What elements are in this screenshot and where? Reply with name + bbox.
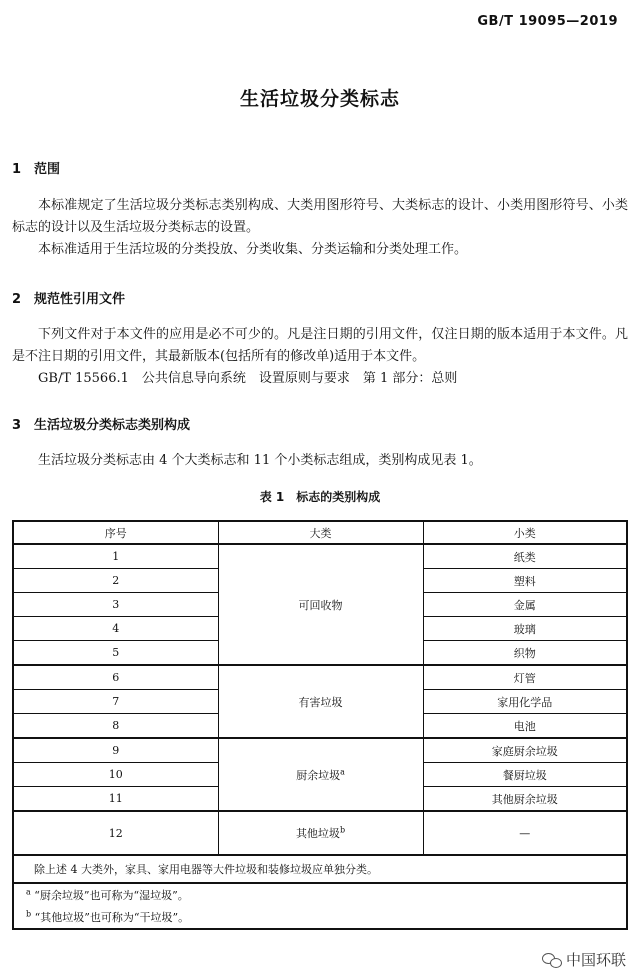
subcategory-cell: 玻璃 bbox=[423, 617, 627, 641]
header-no: 序号 bbox=[13, 521, 218, 544]
subcategory-cell: — bbox=[423, 811, 627, 855]
table-note-row bbox=[13, 855, 627, 883]
footnote-text: “厨余垃圾”也可称为“湿垃圾”。 bbox=[34, 889, 189, 902]
subcategory-cell: 纸类 bbox=[423, 544, 627, 569]
row-number: 11 bbox=[13, 787, 218, 812]
row-number: 8 bbox=[13, 714, 218, 739]
normative-reference: GB/T 15566.1 公共信息导向系统 设置原则与要求 第 1 部分：总则 bbox=[38, 371, 458, 386]
category-cell bbox=[218, 811, 423, 855]
section-1-paragraph-2: 本标准适用于生活垃圾的分类投放、分类收集、分类运输和分类处理工作。 bbox=[38, 242, 468, 257]
header-subcategory: 小类 bbox=[423, 521, 627, 544]
subcategory-cell: 餐厨垃圾 bbox=[423, 763, 627, 787]
subcategory-cell: 电池 bbox=[423, 714, 627, 739]
section-title: 规范性引用文件 bbox=[34, 292, 126, 307]
section-number: 3 bbox=[12, 418, 22, 433]
section-2-paragraph-1: 下列文件对于本文件的应用是必不可少的。凡是注日期的引用文件，仅注日期的版本适用于本文件。凡是不注日期的引用文件，其最新版本(包括所有的修改单)适用于本文件。 bbox=[12, 327, 628, 364]
footnote-text: “其他垃圾”也可称为“干垃圾”。 bbox=[34, 911, 190, 924]
category-cell bbox=[218, 738, 423, 811]
table-row bbox=[13, 811, 627, 855]
table-note: 除上述 4 大类外，家具、家用电器等大件垃圾和装修垃圾应单独分类。 bbox=[13, 855, 627, 883]
subcategory-cell: 家用化学品 bbox=[423, 690, 627, 714]
row-number: 7 bbox=[13, 690, 218, 714]
subcategory-cell: 其他厨余垃圾 bbox=[423, 787, 627, 812]
subcategory-cell: 家庭厨余垃圾 bbox=[423, 738, 627, 763]
section-number: 1 bbox=[12, 162, 22, 177]
table-row bbox=[13, 544, 627, 569]
section-number: 2 bbox=[12, 292, 22, 307]
wechat-icon bbox=[542, 952, 562, 968]
footnote-b bbox=[13, 906, 627, 929]
row-number: 10 bbox=[13, 763, 218, 787]
subcategory-cell: 塑料 bbox=[423, 569, 627, 593]
section-2-heading bbox=[12, 288, 125, 307]
row-number: 4 bbox=[13, 617, 218, 641]
footnote-mark: b bbox=[26, 909, 32, 919]
document-title: 生活垃圾分类标志 bbox=[239, 88, 400, 110]
section-1-heading bbox=[12, 158, 60, 177]
footnote-mark: a bbox=[340, 766, 345, 776]
row-number: 12 bbox=[13, 811, 218, 855]
section-3-paragraph-1: 生活垃圾分类标志由 4 个大类标志和 11 个小类标志组成，类别构成见表 1。 bbox=[38, 453, 482, 468]
category-label: 其他垃圾 bbox=[295, 827, 340, 840]
section-title: 生活垃圾分类标志类别构成 bbox=[34, 418, 191, 433]
subcategory-cell: 灯管 bbox=[423, 665, 627, 690]
category-table bbox=[12, 520, 628, 930]
watermark-text: 中国环联 bbox=[565, 951, 626, 969]
table-row bbox=[13, 665, 627, 690]
subcategory-cell: 金属 bbox=[423, 593, 627, 617]
category-cell: 可回收物 bbox=[218, 544, 423, 665]
standard-code: GB/T 19095—2019 bbox=[477, 14, 618, 29]
footnote-mark: b bbox=[339, 825, 346, 835]
subcategory-cell: 织物 bbox=[423, 641, 627, 666]
footnote-a bbox=[13, 883, 627, 906]
footnote-row bbox=[13, 883, 627, 906]
category-label: 厨余垃圾 bbox=[296, 768, 341, 782]
section-3-heading bbox=[12, 414, 190, 433]
row-number: 9 bbox=[13, 738, 218, 763]
row-number: 5 bbox=[13, 641, 218, 666]
table-caption: 表 1 标志的类别构成 bbox=[259, 490, 381, 504]
footnote-row bbox=[13, 906, 627, 929]
footnote-mark: a bbox=[26, 887, 31, 897]
table-header-row bbox=[13, 521, 627, 544]
header-category: 大类 bbox=[218, 521, 423, 544]
row-number: 1 bbox=[13, 544, 218, 569]
section-title: 范围 bbox=[34, 162, 61, 177]
row-number: 2 bbox=[13, 569, 218, 593]
watermark bbox=[542, 949, 626, 970]
section-1-paragraph-1: 本标准规定了生活垃圾分类标志类别构成、大类用图形符号、大类标志的设计、小类用图形符号、小类标志的设计以及生活垃圾分类标志的设置。 bbox=[12, 198, 628, 235]
category-cell: 有害垃圾 bbox=[218, 665, 423, 738]
row-number: 3 bbox=[13, 593, 218, 617]
table-row bbox=[13, 738, 627, 763]
row-number: 6 bbox=[13, 665, 218, 690]
